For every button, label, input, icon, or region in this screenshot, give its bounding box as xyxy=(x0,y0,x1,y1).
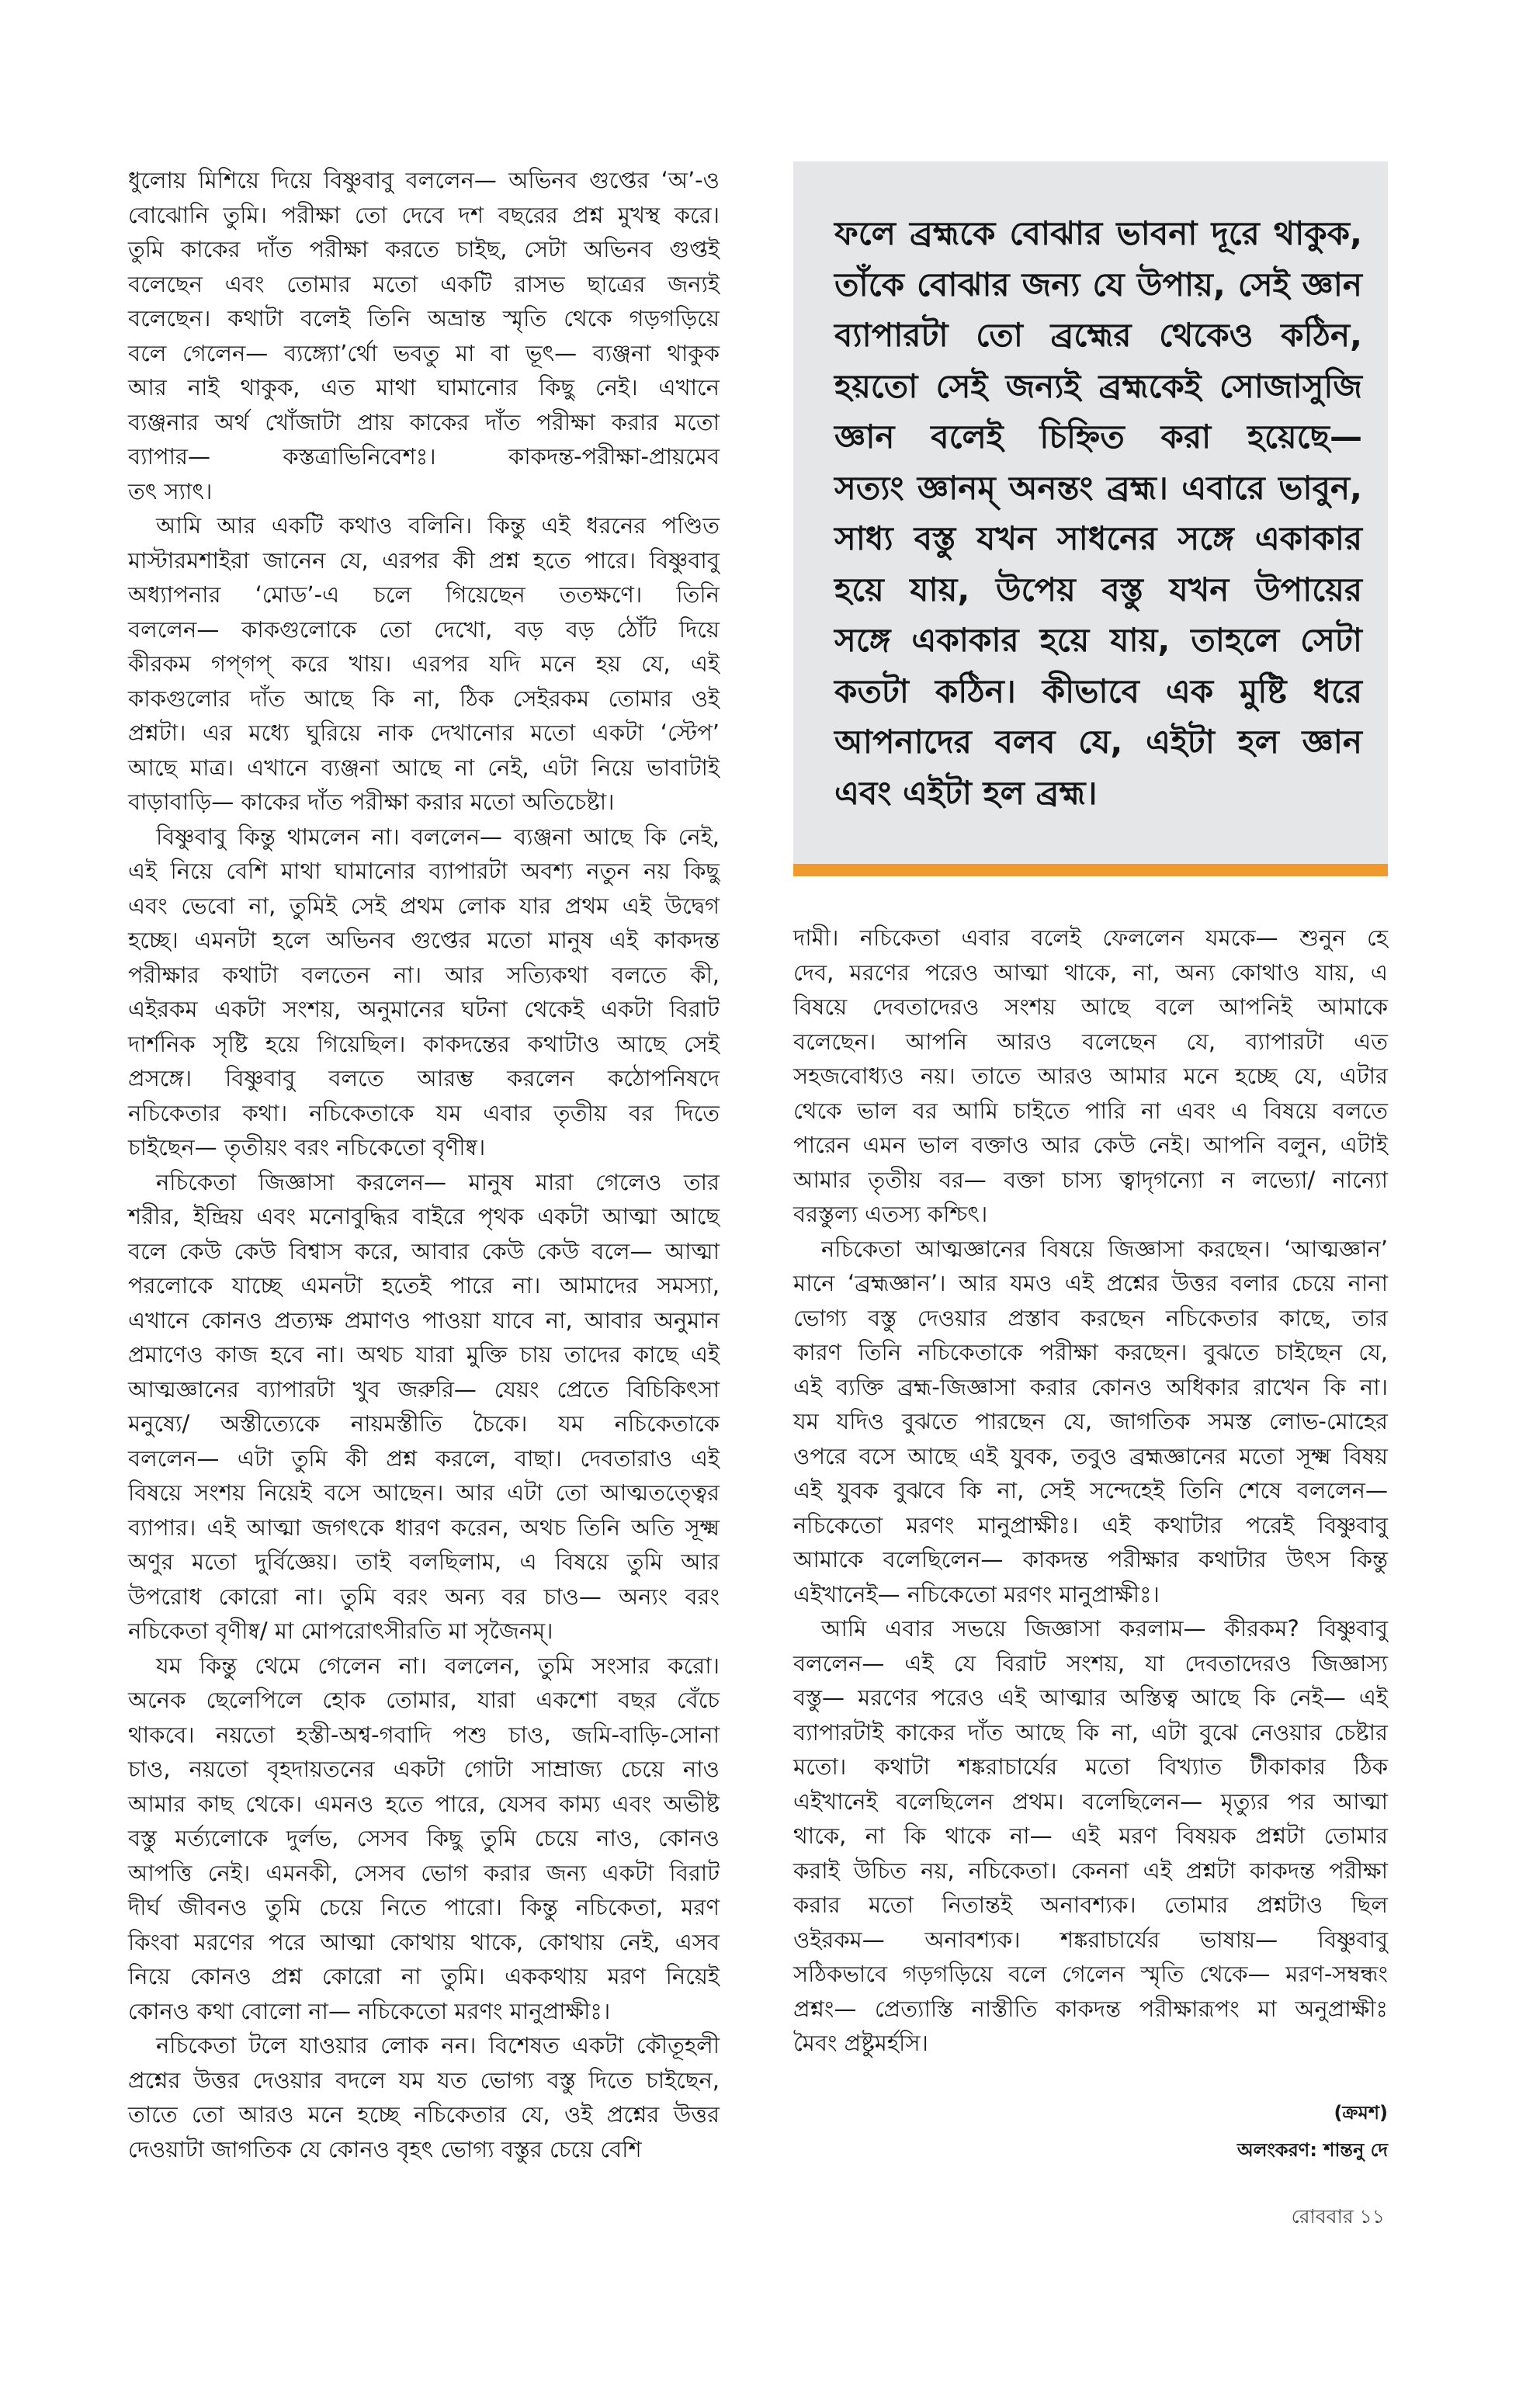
illustration-credit: অলংকরণ: শান্তনু দে xyxy=(1237,2139,1388,2161)
text-line: ওইরকম— অনাবশ্যক। শঙ্করাচার্যের ভাষায়— বিষ্ণুবাবু xyxy=(793,1926,1388,1953)
text-line: এবং ভেবো না, তুমিই সেই প্রথম লোক যার প্রথম এই উদ্বেগ xyxy=(128,892,720,919)
text-line: যম যদিও বুঝতে পারছেন যে, জাগতিক সমস্ত লোভ-মোহের xyxy=(793,1408,1388,1434)
pull-quote-text xyxy=(834,208,1362,818)
text-line: বলেছেন। কথাটা বলেই তিনি অভ্রান্ত স্মৃতি থেকে গড়গড়িয়ে xyxy=(128,305,720,331)
pull-quote-line: ব্যাপারটা তো ব্রহ্মের থেকেও কঠিন, xyxy=(834,316,1362,354)
paragraph xyxy=(793,1611,1388,2061)
text-line: পারেন এমন ভাল বক্তাও আর কেউ নেই। আপনি বলুন, এটাই xyxy=(793,1132,1388,1158)
text-line: কারণ তিনি নচিকেতাকে পরীক্ষা করছেন। বুঝতে চাইছেন যে, xyxy=(793,1339,1388,1365)
text-line: এইরকম একটা সংশয়, অনুমানের ঘটনা থেকেই একটা বিরাট xyxy=(128,996,720,1022)
text-line: আমি এবার সভয়ে জিজ্ঞাসা করলাম— কীরকম? বিষ্ণুবাবু xyxy=(821,1615,1388,1642)
text-line: বলেছেন এবং তোমার মতো একটি রাসভ ছাত্রের জন্যই xyxy=(128,270,720,297)
paragraph xyxy=(793,1232,1388,1612)
text-line: বলেছেন। আপনি আরও বলেছেন যে, ব্যাপারটা এত xyxy=(793,1028,1388,1055)
text-line: ভোগ্য বস্তু দেওয়ার প্রস্তাব করছেন নচিকেতার কাছে, তার xyxy=(793,1304,1388,1331)
text-line: তাতে তো আরও মনে হচ্ছে নচিকেতার যে, ওই প্রশ্নের উত্তর xyxy=(128,2101,720,2128)
text-line: মাস্টারমশাইরা জানেন যে, এরপর কী প্রশ্ন হতে পারে। বিষ্ণুবাবু xyxy=(128,546,720,574)
text-line: ব্যাপার। এই আত্মা জগৎকে ধারণ করেন, অথচ তিনি অতি সূক্ষ্ম xyxy=(128,1514,720,1541)
text-line: আপত্তি নেই। এমনকী, সেসব ভোগ করার জন্য একটা বিরাট xyxy=(128,1859,720,1886)
text-line: কোনও কথা বোলো না— নচিকেতো মরণং মানুপ্রাক্ষীঃ। xyxy=(128,1997,611,2024)
text-line: এই নিয়ে বেশি মাথা ঘামানোর ব্যাপারটা অবশ্য নতুন নয় কিছু xyxy=(128,858,720,884)
text-line: ব্যঞ্জনার অর্থ খোঁজাটা প্রায় কাকের দাঁত পরীক্ষা করার মতো xyxy=(128,408,720,435)
text-line: এই ব্যক্তি ব্রহ্ম-জিজ্ঞাসা করার কোনও অধিকার রাখেন কি না। xyxy=(793,1373,1388,1400)
pull-quote-line: সঙ্গে একাকার হয়ে যায়, তাহলে সেটা xyxy=(834,621,1362,659)
text-line: নচিকেতা টলে যাওয়ার লোক নন। বিশেষত একটা কৌতূহলী xyxy=(156,2032,720,2058)
text-line: এখানে কোনও প্রত্যক্ষ প্রমাণও পাওয়া যাবে না, আবার অনুমান xyxy=(128,1306,720,1333)
text-line: এই যুবক বুঝবে কি না, সেই সন্দেহেই তিনি শেষে বললেন— xyxy=(793,1477,1388,1503)
text-line: মানে ‘ব্রহ্মজ্ঞান’। আর যমও এই প্রশ্নের উত্তর বলার চেয়ে নানা xyxy=(793,1270,1388,1296)
text-line: মৈবং প্রষ্টুমর্হসি। xyxy=(793,2030,928,2056)
text-line: মনুষ্যে/ অস্তীত্যেকে নায়মস্তীতি চৈকে। যম নচিকেতাকে xyxy=(128,1410,720,1437)
continued-label: (ক্রমশ) xyxy=(1334,2102,1388,2124)
text-line: সঠিকভাবে গড়গড়িয়ে বলে গেলেন স্মৃতি থেকে— মরণ-সম্বন্ধং xyxy=(793,1961,1388,1987)
text-line: আছে মাত্র। এখানে ব্যঞ্জনা আছে না নেই, এটা নিয়ে ভাবাটাই xyxy=(128,754,720,781)
article-left-column xyxy=(128,163,720,2166)
text-line: বলে কেউ কেউ বিশ্বাস করে, আবার কেউ কেউ বলে— আত্মা xyxy=(128,1237,720,1264)
paragraph xyxy=(128,163,720,508)
text-line: থেকে ভাল বর আমি চাইতে পারি না এবং এ বিষয়ে বলতে xyxy=(793,1097,1388,1124)
text-line: বিষয়ে সংশয় নিয়েই বসে আছেন। আর এটা তো আত্মতত্ত্বের xyxy=(128,1479,720,1506)
text-line: নচিকেতা আত্মজ্ঞানের বিষয়ে জিজ্ঞাসা করছেন। ‘আত্মজ্ঞান’ xyxy=(821,1235,1388,1262)
text-line: দেওয়াটা জাগতিক যে কোনও বৃহৎ ভোগ্য বস্তুর চেয়ে বেশি xyxy=(128,2135,642,2162)
text-line: থাকবে। নয়তো হস্তী-অশ্ব-গবাদি পশু চাও, জমি-বাড়ি-সোনা xyxy=(128,1721,720,1748)
text-line: মতো। কথাটা শঙ্করাচার্যের মতো বিখ্যাত টীকাকার ঠিক xyxy=(793,1753,1388,1780)
text-line: বিষ্ণুবাবু কিন্তু থামলেন না। বললেন— ব্যঞ্জনা আছে কি নেই, xyxy=(156,823,720,850)
page-footer: রোববার ১১ xyxy=(1291,2205,1385,2228)
pull-quote-line: সাধ্য বস্তু যখন সাধনের সঙ্গে একাকার xyxy=(834,519,1362,557)
text-line: তুমি কাকের দাঁত পরীক্ষা করতে চাইছ, সেটা অভিনব গুপ্তই xyxy=(128,236,720,262)
text-line: কীরকম গপ্‌গপ্ করে খায়। এরপর যদি মনে হয় যে, এই xyxy=(128,650,720,677)
text-line: অনেক ছেলেপিলে হোক তোমার, যারা একশো বছর বেঁচে xyxy=(128,1687,720,1713)
paragraph xyxy=(128,2028,720,2166)
text-line: ব্যাপারটাই কাকের দাঁত আছে কি না, এটা বুঝে নেওয়ার চেষ্টার xyxy=(793,1718,1388,1746)
text-line: দার্শনিক সৃষ্টি হয়ে গিয়েছিল। কাকদন্তের কথাটাও আছে সেই xyxy=(128,1030,720,1057)
text-line: নচিকেতা বৃণীষ্ব/ মা মোপরোৎসীরতি মা সৃজৈনম্। xyxy=(128,1618,553,1644)
text-line: প্রমাণেও কাজ হবে না। অথচ যারা মুক্তি চায় তাদের কাছে এই xyxy=(128,1341,720,1368)
text-line: কাকগুলোর দাঁত আছে কি না, ঠিক সেইরকম তোমার ওই xyxy=(128,685,720,712)
text-line: ধুলোয় মিশিয়ে দিয়ে বিষ্ণুবাবু বললেন— অভিনব গুপ্তের ‘অ’-ও xyxy=(128,167,720,193)
text-line: বলে গেলেন— ব্যঙ্গ্যো’র্থো ভবতু মা বা ভূৎ— ব্যঞ্জনা থাকুক xyxy=(128,339,720,366)
text-line: বরস্তুল্য এতস্য কশ্চিৎ। xyxy=(793,1201,988,1227)
text-line: সহজবোধ্যও নয়। তাতে আরও আমার মনে হচ্ছে যে, এটার xyxy=(793,1063,1388,1089)
text-line: শরীর, ইন্দ্রিয় এবং মনোবুদ্ধির বাইরে পৃথক একটা আত্মা আছে xyxy=(128,1203,720,1229)
text-line: প্রশ্নটা। এর মধ্যে ঘুরিয়ে নাক দেখানোর মতো একটা ‘স্টেপ’ xyxy=(128,720,720,746)
article-right-column xyxy=(793,921,1388,2061)
text-line: বললেন— এটা তুমি কী প্রশ্ন করলে, বাছা। দেবতারাও এই xyxy=(128,1444,720,1472)
text-line: নিয়ে কোনও প্রশ্ন কোরো না তুমি। এককথায় মরণ নিয়েই xyxy=(128,1963,720,1989)
text-line: আত্মজ্ঞানের ব্যাপারটা খুব জরুরি— যেয়ং প্রেতে বিচিকিৎসা xyxy=(128,1375,720,1403)
text-line: কিংবা মরণের পরে আত্মা কোথায় থাকে, কোথায় নেই, এসব xyxy=(128,1928,720,1955)
text-line: হচ্ছে। এমনটা হলে অভিনব গুপ্তের মতো মানুষ এই কাকদন্ত xyxy=(128,927,720,953)
text-line: বললেন— কাকগুলোকে তো দেখো, বড় বড় ঠোঁট দিয়ে xyxy=(128,616,720,643)
paragraph xyxy=(793,921,1388,1232)
text-line: ওপরে বসে আছে এই যুবক, তবুও ব্রহ্মজ্ঞানের মতো সূক্ষ্ম বিষয় xyxy=(793,1442,1388,1469)
pull-quote-line: ফলে ব্রহ্মকে বোঝার ভাবনা দূরে থাকুক, xyxy=(834,214,1362,252)
text-line: নচিকেতার কথা। নচিকেতাকে যম এবার তৃতীয় বর দিতে xyxy=(128,1099,720,1126)
text-line: নচিকেতো মরণং মানুপ্রাক্ষীঃ। এই কথাটার পরেই বিষ্ণুবাবু xyxy=(793,1511,1388,1538)
text-line: পরলোকে যাচ্ছে এমনটা হতেই পারে না। আমাদের সমস্যা, xyxy=(128,1272,720,1299)
text-line: আমার তৃতীয় বর— বক্তা চাস্য ত্বাদৃগন্যো ন লভ্যো/ নান্যো xyxy=(793,1166,1388,1193)
text-line: বোঝোনি তুমি। পরীক্ষা তো দেবে দশ বছরের প্রশ্ন মুখস্থ করে। xyxy=(128,201,720,228)
text-line: তৎ স্যাৎ। xyxy=(128,477,213,505)
text-line: করার মতো নিতান্তই অনাবশ্যক। তোমার প্রশ্নটাও ছিল xyxy=(793,1892,1388,1918)
text-line: করাই উচিত নয়, নচিকেতা। কেননা এই প্রশ্নটা কাকদন্ত পরীক্ষা xyxy=(793,1857,1388,1884)
text-line: পরীক্ষার কথাটা বলতেন না। আর সত্যিকথা বলতে কী, xyxy=(128,961,720,988)
text-line: আমার কাছ থেকে। এমনও হতে পারে, যেসব কাম্য এবং অভীষ্ট xyxy=(128,1790,720,1817)
text-line: দেব, মরণের পরেও আত্মা থাকে, না, অন্য কোথাও যায়, এ xyxy=(793,959,1388,986)
pull-quote-line: তাঁকে বোঝার জন্য যে উপায়, সেই জ্ঞান xyxy=(834,265,1362,303)
text-line: এইখানেই— নচিকেতো মরণং মানুপ্রাক্ষীঃ। xyxy=(793,1580,1160,1607)
text-line: চাইছেন— তৃতীয়ং বরং নচিকেতো বৃণীষ্ব। xyxy=(128,1134,486,1160)
text-line: বস্তু— মরণের পরেও এই আত্মার অস্তিত্ব আছে কি নেই— এই xyxy=(793,1684,1388,1711)
pull-quote-line: আপনাদের বলব যে, এইটা হল জ্ঞান xyxy=(834,723,1362,761)
text-line: বাড়াবাড়ি— কাকের দাঁত পরীক্ষা করার মতো অতিচেষ্টা। xyxy=(128,789,615,815)
pull-quote-line: এবং এইটা হল ব্রহ্ম। xyxy=(834,773,1098,812)
text-line: প্রশ্নের উত্তর দেওয়ার বদলে যম যত ভোগ্য বস্তু দিতে চাইছেন, xyxy=(128,2066,720,2093)
pull-quote-accent-bar xyxy=(793,864,1388,876)
text-line: চাও, নয়তো বৃহদায়তনের একটা গোটা সাম্রাজ্য চেয়ে নাও xyxy=(128,1756,720,1782)
text-line: ব্যাপার— কস্তত্রাভিনিবেশঃ। কাকদন্ত-পরীক্ষা-প্রায়মেব xyxy=(128,443,720,470)
text-line: থাকে, না কি থাকে না— এই মরণ বিষয়ক প্রশ্নটা তোমার xyxy=(793,1822,1388,1849)
text-line: বললেন— এই যে বিরাট সংশয়, যা দেবতাদেরও জিজ্ঞাস্য xyxy=(793,1649,1388,1677)
text-line: অধ্যাপনার ‘মোড’-এ চলে গিয়েছেন ততক্ষণে। তিনি xyxy=(128,581,720,608)
pull-quote-line: হয়তো সেই জন্যই ব্রহ্মকেই সোজাসুজি xyxy=(834,366,1362,405)
text-line: দীর্ঘ জীবনও তুমি চেয়ে নিতে পারো। কিন্তু নচিকেতা, মরণ xyxy=(128,1894,720,1920)
text-line: প্রসঙ্গে। বিষ্ণুবাবু বলতে আরম্ভ করলেন কঠোপনিষদে xyxy=(128,1065,720,1091)
text-line: আমাকে বলেছিলেন— কাকদন্ত পরীক্ষার কথাটার উৎস কিন্তু xyxy=(793,1546,1388,1573)
text-line: যম কিন্তু থেমে গেলেন না। বললেন, তুমি সংসার করো। xyxy=(156,1652,720,1679)
text-line: নচিকেতা জিজ্ঞাসা করলেন— মানুষ মারা গেলেও তার xyxy=(156,1168,720,1195)
text-line: প্রশ্নং— প্রেত্যাস্তি নাস্তীতি কাকদন্ত পরীক্ষারূপং মা অনুপ্রাক্ষীঃ xyxy=(793,1995,1388,2022)
text-line: উপরোধ কোরো না। তুমি বরং অন্য বর চাও— অন্যং বরং xyxy=(128,1583,720,1610)
pull-quote-line: কতটা কঠিন। কীভাবে এক মুষ্টি ধরে xyxy=(834,671,1362,710)
text-line: অণুর মতো দুর্বিজ্ঞেয়। তাই বলছিলাম, এ বিষয়ে তুমি আর xyxy=(128,1549,720,1575)
text-line: বস্তু মর্ত্যলোকে দুর্লভ, সেসব কিছু তুমি চেয়ে নাও, কোনও xyxy=(128,1825,720,1851)
text-line: বিষয়ে দেবতাদেরও সংশয় আছে বলে আপনিই আমাকে xyxy=(793,994,1388,1020)
pull-quote-line: সত্যং জ্ঞানম্‌ অনন্তং ব্রহ্ম। এবারে ভাবুন, xyxy=(834,468,1362,507)
pull-quote-line: জ্ঞান বলেই চিহ্নিত করা হয়েছে— xyxy=(834,418,1362,456)
text-line: আর নাই থাকুক, এত মাথা ঘামানোর কিছু নেই। এখানে xyxy=(128,374,720,401)
paragraph xyxy=(128,1649,720,2029)
text-line: আমি আর একটি কথাও বলিনি। কিন্তু এই ধরনের পণ্ডিত xyxy=(156,512,720,539)
paragraph xyxy=(128,508,720,820)
text-line: এইখানেই বলেছিলেন প্রথম। বলেছিলেন— মৃত্যুর পর আত্মা xyxy=(793,1788,1388,1815)
text-line: দামী। নচিকেতা এবার বলেই ফেললেন যমকে— শুনুন হে xyxy=(793,924,1388,951)
pull-quote-line: হয়ে যায়, উপেয় বস্তু যখন উপায়ের xyxy=(834,570,1362,609)
paragraph xyxy=(128,820,720,1165)
paragraph xyxy=(128,1165,720,1649)
